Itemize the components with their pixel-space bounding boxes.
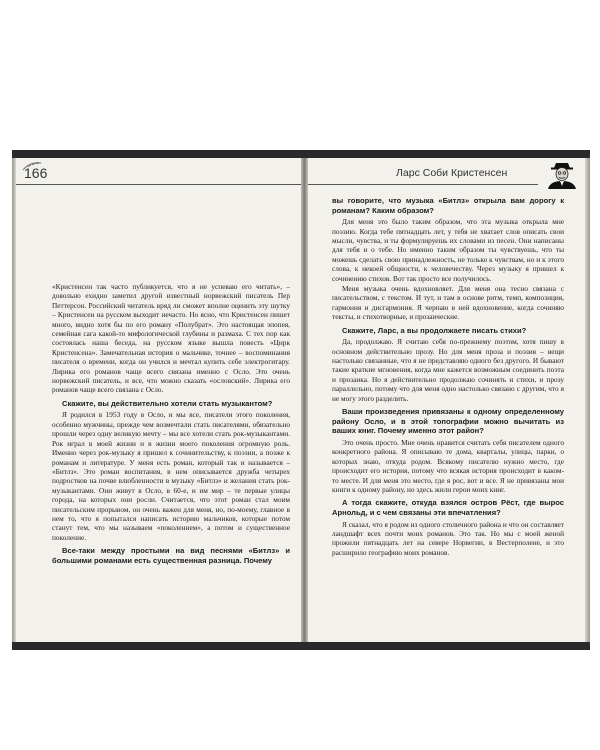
paragraph: Меня музыка очень вдохновляет. Для меня она тесно связана с писательством, с текстом. И тут, и там в основе ритм, темп, композиция, гармония и дисгармония. Я черпаю в ней вдохновение, когда сочиняю тексты, и стихотворные, и прозаические. — [332, 284, 564, 322]
question-heading: А тогда скажите, откуда взялся остров Рёст, где вырос Арнольд, и с чем связаны эти впечатления? — [332, 498, 564, 517]
right-page-edge — [585, 158, 590, 642]
question-heading: Все-таки между простыми на вид песнями «Битлз» и большими романами есть существенная разница. Почему — [52, 546, 290, 565]
question-heading: Ваши произведения привязаны к одному определенному району Осло, и в этой топографии можно вычитать из ваших книг. Почему именно этот район? — [332, 407, 564, 436]
author-portrait-icon — [542, 159, 582, 189]
paragraph: Я сказал, что я родом из одного столичного района и что он составляет ландшафт всех почти моих романов. Это так. Но мы с моей женой прожили пятнадцать лет на севере Норвегии, в Вестерполене, и это расширило географию моих романов. — [332, 519, 564, 557]
paragraph: Я родился в 1953 году в Осло, и мы все, писатели этого поколения, особенно мужчины, прежде чем возмечтали стать писателями, обязательно прошли через одну великую мечту – мы все хотели стать рок-музыкантами. Рок играл в моей жизни и в жизни моего поколения огромную роль. Именно через рок-музыку я пришел к сочинительству, к поэзии, а позже к романам и литературе. У меня есть роман, который так и называется – «Битлз». Это роман воспитания, в нем описывается дружба четырех подростков на почве влюбленности в музыку «Битлз» и желания стать рок-музыкантами. Они живут в Осло, в 60-е, и им мир – те первые улицы города, на которых они росли. Считается, что этот роман стал моим писательским прорывом, он очень важен для меня, но, по-моему, главное в нем то, что я попытался написать историю мальчиков, которые потом станут тем, что мы называем «поколением», а потом и существенное поколение. — [52, 410, 290, 542]
header-rule-left — [16, 184, 302, 185]
running-head-author: Ларс Соби Кристенсен — [396, 167, 508, 179]
paragraph: Это очень просто. Мне очень нравится считать себя писателем одного конкретного района. Я описываю те дома, кварталы, улицы, парки, о которых знаю, откуда родом. Всякому писателю нужно место, где происходит его история, потому что всякая история происходит в каком-то месте. И для меня это место, где я рос, вот и все. Я не привязаны мои книги к одному району, но здесь жили герои моих книг. — [332, 437, 564, 494]
question-heading: Скажите, Ларс, а вы продолжаете писать стихи? — [342, 325, 527, 335]
left-page-text — [52, 282, 290, 567]
right-page-text — [332, 192, 564, 558]
question-heading: вы говорите, что музыка «Битлз» открыла вам дорогу к романам? Каким образом? — [332, 196, 564, 215]
book-spread — [12, 150, 590, 650]
header-rule-right — [308, 184, 538, 185]
paragraph: Да, продолжаю. Я считаю себя по-прежнему поэтом, хотя пишу в основном действительно прозу. Но для меня проза и поэзия – вещи настолько связанные, что я не представляю одного без другого. И бывают такие краткие мгновения, когда мне кажется возможным соединить поэта и прозаика. Но я действительно продолжаю сочинять и стихи, и прозу параллельно, потому что для меня одно настолько связано с другим, что я не могу этого разделить. — [332, 337, 564, 403]
paragraph: «Кристенсен так часто публикуется, что я не успеваю его читать», – довольно ехидно заметил другой известный норвежский писатель Пер Петтерсон. Российский читатель вряд ли сможет вполне оценить эту шутку – Кристенсен на русском выходит нечасто. Но ясно, что Кристенсен пишет много, видно хотя бы по его роману «Полубрат». Это настоящая эпопея, семейная сага какой-то мифологической глубины и размаха. С тех пор как состоялась наша беседа, на русском языке вышла повесть «Цирк Кристенсена». Замечательная история о мальчике, точнее – воспоминания писателя о времени, когда он учился и мечтал купить себе электрогитару. Лирика его романов чаще всего связана именно с Осло. Это очень норвежский писатель, и все, что можно сказать «ословский». Лирика его романов чаще всего связана с Осло. — [52, 282, 290, 395]
question-heading: Скажите, вы действительно хотели стать музыкантом? — [62, 398, 273, 408]
right-page — [308, 158, 585, 642]
paragraph: Для меня это было таким образом, что эта музыка открыла мне поэзию. Когда тебе пятнадцать лет, у тебя не хватает слов описать свои мысли, чувства, и ты формулируешь их словами из песен. Они написаны для тебя и о тебе. Но именно таким образом ты чувствуешь, что ты можешь сделать свою принадлежность, не только к чувствам, но и к этого слова, к некоей общности, к человечеству. Через музыку я пришел к сочинению стихов. Вот так просто все получилось. — [332, 217, 564, 283]
left-page — [16, 158, 302, 642]
page-number-left: 166 — [24, 165, 48, 181]
